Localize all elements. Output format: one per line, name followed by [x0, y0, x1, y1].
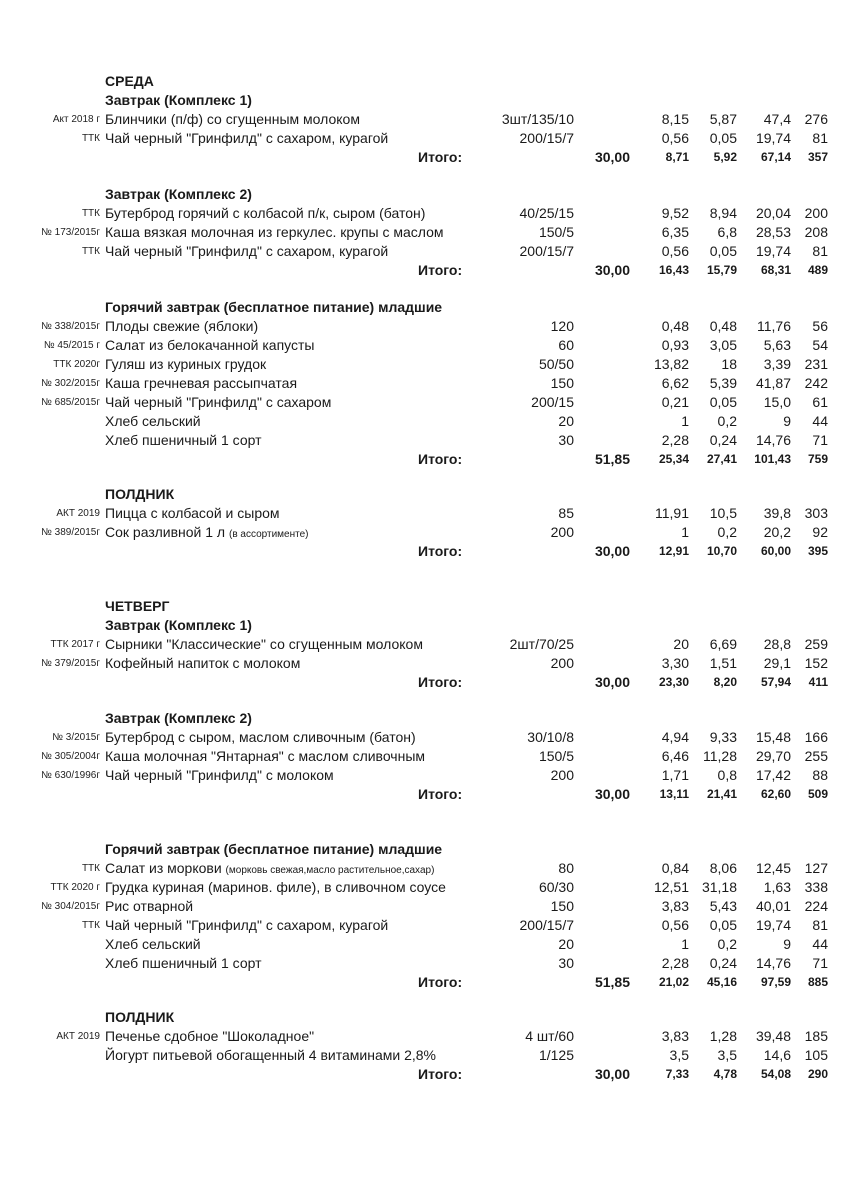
portion: 150	[550, 898, 574, 914]
portion: 20	[558, 413, 574, 429]
dish-name: Пицца с колбасой и сыром	[105, 505, 280, 521]
recipe-code: ТТК	[81, 246, 100, 257]
fat: 8,94	[709, 205, 737, 221]
day-header	[0, 597, 848, 616]
protein: 0,48	[661, 318, 689, 334]
fat: 6,8	[717, 224, 737, 240]
portion: 200/15/7	[519, 243, 574, 259]
fat: 9,33	[709, 729, 737, 745]
protein: 13,82	[653, 356, 689, 372]
carbs: 29,1	[763, 655, 791, 671]
menu-item-row	[0, 954, 848, 973]
menu-item-row	[0, 374, 848, 393]
portion: 85	[558, 505, 574, 521]
carbs: 28,8	[763, 636, 791, 652]
total-price: 51,85	[594, 974, 630, 990]
dish-name-text: Салат из моркови	[105, 860, 222, 876]
fat: 0,24	[709, 955, 737, 971]
portion: 40/25/15	[519, 205, 574, 221]
carbs: 39,8	[763, 505, 791, 521]
protein: 0,84	[661, 860, 689, 876]
dish-name	[105, 523, 308, 544]
protein: 0,21	[661, 394, 689, 410]
kcal: 44	[812, 936, 828, 952]
fat: 18	[721, 356, 737, 372]
protein: 3,83	[661, 898, 689, 914]
kcal: 61	[812, 394, 828, 410]
total-carbs: 60,00	[760, 544, 791, 558]
menu-item-row	[0, 393, 848, 412]
menu-item-row	[0, 935, 848, 954]
menu-item-row	[0, 110, 848, 129]
portion: 80	[558, 860, 574, 876]
total-carbs: 68,31	[760, 263, 791, 277]
protein: 4,94	[661, 729, 689, 745]
recipe-code: № 685/2015г	[41, 397, 100, 408]
fat: 0,05	[709, 243, 737, 259]
carbs: 17,42	[755, 767, 791, 783]
carbs: 14,76	[755, 432, 791, 448]
total-kcal: 509	[807, 787, 828, 801]
meal-header	[0, 485, 848, 504]
total-row	[0, 1065, 848, 1084]
dish-name: Чай черный "Гринфилд" с сахаром	[105, 394, 332, 410]
recipe-code: № 379/2015г	[41, 658, 100, 669]
kcal: 71	[812, 432, 828, 448]
menu-item-row	[0, 223, 848, 242]
carbs: 1,63	[763, 879, 791, 895]
portion: 200	[550, 767, 574, 783]
meal-title: Горячий завтрак (бесплатное питание) младшие	[105, 299, 443, 315]
meal-header	[0, 298, 848, 317]
meal-title: Завтрак (Комплекс 2)	[105, 186, 252, 202]
total-fat: 5,92	[713, 150, 737, 164]
carbs: 11,76	[757, 318, 791, 334]
total-protein: 16,43	[658, 263, 689, 277]
menu-item-row	[0, 129, 848, 148]
dish-note: (морковь свежая,масло растительное,сахар)	[225, 865, 435, 876]
meal-title: Горячий завтрак (бесплатное питание) младшие	[105, 841, 443, 857]
fat: 0,05	[709, 130, 737, 146]
kcal: 259	[804, 636, 828, 652]
day-header	[0, 72, 848, 91]
carbs: 15,48	[755, 729, 791, 745]
total-price: 30,00	[594, 1066, 630, 1082]
protein: 2,28	[661, 432, 689, 448]
menu-item-row	[0, 916, 848, 935]
menu-item-row	[0, 523, 848, 542]
total-kcal: 395	[807, 544, 828, 558]
fat: 5,87	[709, 111, 737, 127]
total-label: Итого:	[418, 149, 463, 165]
protein: 1	[681, 413, 689, 429]
total-protein: 8,71	[665, 150, 689, 164]
menu-item-row	[0, 1046, 848, 1065]
kcal: 276	[804, 111, 828, 127]
dish-name: Бутерброд горячий с колбасой п/к, сыром (батон)	[105, 205, 426, 221]
protein: 2,28	[661, 955, 689, 971]
fat: 0,2	[717, 524, 737, 540]
total-row	[0, 785, 848, 804]
portion: 2шт/70/25	[509, 636, 574, 652]
recipe-code: ТТК 2020г	[53, 359, 100, 370]
dish-name: Чай черный "Гринфилд" с сахаром, курагой	[105, 917, 389, 933]
meal-title: ПОЛДНИК	[105, 1009, 175, 1025]
total-fat: 15,79	[706, 263, 737, 277]
recipe-code: ТТК	[81, 863, 100, 874]
kcal: 185	[804, 1028, 828, 1044]
portion: 200/15/7	[519, 130, 574, 146]
portion: 30	[558, 432, 574, 448]
carbs: 20,04	[755, 205, 791, 221]
kcal: 208	[804, 224, 828, 240]
total-price: 30,00	[594, 262, 630, 278]
fat: 3,5	[717, 1047, 737, 1063]
menu-item-row	[0, 242, 848, 261]
dish-name: Рис отварной	[105, 898, 194, 914]
total-row	[0, 973, 848, 992]
protein: 12,51	[653, 879, 689, 895]
total-kcal: 290	[807, 1067, 828, 1081]
fat: 6,69	[709, 636, 737, 652]
recipe-code: № 302/2015г	[41, 378, 100, 389]
dish-name: Каша гречневая рассыпчатая	[105, 375, 298, 391]
carbs: 29,70	[755, 748, 791, 764]
total-kcal: 885	[807, 975, 828, 989]
carbs: 3,39	[763, 356, 791, 372]
meal-title: Завтрак (Комплекс 1)	[105, 92, 252, 108]
dish-name: Кофейный напиток с молоком	[105, 655, 301, 671]
fat: 0,48	[709, 318, 737, 334]
total-label: Итого:	[418, 262, 463, 278]
recipe-code: Акт 2018 г	[52, 114, 100, 125]
dish-name: Каша молочная "Янтарная" с маслом сливочным	[105, 748, 426, 764]
dish-name-text: Сок разливной 1 л	[105, 524, 226, 540]
carbs: 19,74	[755, 130, 791, 146]
recipe-code: ТТК	[81, 920, 100, 931]
menu-item-row	[0, 317, 848, 336]
dish-name: Сырники "Классические" со сгущенным молоком	[105, 636, 423, 652]
total-row	[0, 261, 848, 280]
portion: 120	[550, 318, 574, 334]
fat: 1,28	[709, 1028, 737, 1044]
recipe-code: ТТК 2017 г	[50, 639, 100, 650]
carbs: 15,0	[763, 394, 791, 410]
total-fat: 21,41	[706, 787, 737, 801]
protein: 0,56	[661, 243, 689, 259]
dish-name: Каша вязкая молочная из геркулес. крупы с маслом	[105, 224, 444, 240]
kcal: 56	[812, 318, 828, 334]
day-title: ЧЕТВЕРГ	[105, 598, 170, 614]
portion: 200	[550, 655, 574, 671]
fat: 0,2	[717, 413, 737, 429]
menu-item-row	[0, 355, 848, 374]
carbs: 28,53	[755, 224, 791, 240]
dish-name: Чай черный "Гринфилд" с сахаром, курагой	[105, 243, 389, 259]
menu-item-row	[0, 897, 848, 916]
dish-name: Хлеб пшеничный 1 сорт	[105, 432, 262, 448]
carbs: 14,76	[755, 955, 791, 971]
total-carbs: 67,14	[760, 150, 791, 164]
total-label: Итого:	[418, 974, 463, 990]
kcal: 105	[804, 1047, 828, 1063]
portion: 4 шт/60	[525, 1028, 574, 1044]
meal-header	[0, 709, 848, 728]
day-title: СРЕДА	[105, 73, 154, 89]
meal-header	[0, 1008, 848, 1027]
fat: 1,51	[709, 655, 737, 671]
protein: 0,56	[661, 130, 689, 146]
fat: 11,28	[703, 748, 737, 764]
dish-name: Плоды свежие (яблоки)	[105, 318, 259, 334]
portion: 200/15	[531, 394, 574, 410]
dish-name: Чай черный "Гринфилд" с молоком	[105, 767, 334, 783]
protein: 3,5	[669, 1047, 689, 1063]
kcal: 303	[804, 505, 828, 521]
portion: 30/10/8	[527, 729, 574, 745]
total-fat: 10,70	[706, 544, 737, 558]
dish-name: Гуляш из куриных грудок	[105, 356, 267, 372]
recipe-code: № 45/2015 г	[43, 340, 100, 351]
portion: 60/30	[538, 879, 574, 895]
fat: 3,05	[709, 337, 737, 353]
total-protein: 25,34	[658, 452, 689, 466]
fat: 0,2	[717, 936, 737, 952]
kcal: 44	[812, 413, 828, 429]
recipe-code: № 3/2015г	[52, 732, 100, 743]
protein: 6,46	[661, 748, 689, 764]
total-fat: 8,20	[713, 675, 737, 689]
portion: 1/125	[538, 1047, 574, 1063]
meal-header	[0, 91, 848, 110]
recipe-code: ТТК 2020 г	[50, 882, 100, 893]
meal-header	[0, 616, 848, 635]
total-kcal: 411	[808, 675, 828, 689]
total-carbs: 57,94	[760, 675, 791, 689]
fat: 0,24	[709, 432, 737, 448]
menu-item-row	[0, 635, 848, 654]
recipe-code: № 338/2015г	[41, 321, 100, 332]
protein: 8,15	[661, 111, 689, 127]
portion: 60	[558, 337, 574, 353]
carbs: 14,6	[763, 1047, 791, 1063]
kcal: 81	[812, 243, 828, 259]
menu-item-row	[0, 336, 848, 355]
carbs: 40,01	[755, 898, 791, 914]
portion: 150/5	[538, 224, 574, 240]
total-row	[0, 148, 848, 167]
portion: 30	[558, 955, 574, 971]
meal-title: Завтрак (Комплекс 1)	[105, 617, 252, 633]
dish-name: Бутерброд с сыром, маслом сливочным (батон)	[105, 729, 416, 745]
kcal: 166	[804, 729, 828, 745]
kcal: 81	[812, 917, 828, 933]
menu-item-row	[0, 878, 848, 897]
carbs: 20,2	[763, 524, 791, 540]
menu-item-row	[0, 747, 848, 766]
dish-name: Хлеб пшеничный 1 сорт	[105, 955, 262, 971]
kcal: 242	[804, 375, 828, 391]
total-carbs: 97,59	[760, 975, 791, 989]
carbs: 47,4	[763, 111, 791, 127]
dish-name: Хлеб сельский	[105, 413, 201, 429]
protein: 1	[681, 524, 689, 540]
total-fat: 45,16	[706, 975, 737, 989]
total-protein: 23,30	[658, 675, 689, 689]
meal-title: ПОЛДНИК	[105, 486, 175, 502]
kcal: 81	[812, 130, 828, 146]
total-protein: 21,02	[658, 975, 689, 989]
protein: 0,93	[661, 337, 689, 353]
portion: 50/50	[538, 356, 574, 372]
total-protein: 12,91	[658, 544, 689, 558]
kcal: 54	[812, 337, 828, 353]
kcal: 200	[804, 205, 828, 221]
dish-name: Блинчики (п/ф) со сгущенным молоком	[105, 111, 360, 127]
protein: 0,56	[661, 917, 689, 933]
total-row	[0, 673, 848, 692]
menu-item-row	[0, 654, 848, 673]
protein: 1	[681, 936, 689, 952]
total-kcal: 759	[807, 452, 828, 466]
dish-name: Грудка куриная (маринов. филе), в сливочном соусе	[105, 879, 446, 895]
total-price: 30,00	[594, 149, 630, 165]
carbs: 12,45	[755, 860, 791, 876]
protein: 11,91	[655, 505, 689, 521]
dish-name: Йогурт питьевой обогащенный 4 витаминами 2,8%	[105, 1047, 436, 1063]
menu-item-row	[0, 412, 848, 431]
total-protein: 7,33	[665, 1067, 689, 1081]
total-kcal: 489	[807, 263, 828, 277]
carbs: 41,87	[755, 375, 791, 391]
meal-header	[0, 185, 848, 204]
total-price: 30,00	[594, 543, 630, 559]
recipe-code: № 305/2004г	[41, 751, 100, 762]
dish-name: Чай черный "Гринфилд" с сахаром, курагой	[105, 130, 389, 146]
total-label: Итого:	[418, 1066, 463, 1082]
recipe-code: № 173/2015г	[41, 227, 100, 238]
fat: 8,06	[709, 860, 737, 876]
dish-note: (в ассортименте)	[228, 529, 309, 540]
meal-header	[0, 840, 848, 859]
kcal: 152	[804, 655, 828, 671]
recipe-code: ТТК	[81, 208, 100, 219]
carbs: 19,74	[755, 243, 791, 259]
protein: 3,30	[661, 655, 689, 671]
protein: 20	[673, 636, 689, 652]
portion: 150	[550, 375, 574, 391]
recipe-code: № 304/2015г	[41, 901, 100, 912]
portion: 200	[550, 524, 574, 540]
total-protein: 13,11	[659, 787, 689, 801]
portion: 3шт/135/10	[501, 111, 574, 127]
portion: 150/5	[538, 748, 574, 764]
carbs: 5,63	[763, 337, 791, 353]
portion: 20	[558, 936, 574, 952]
total-price: 30,00	[594, 674, 630, 690]
dish-name	[105, 859, 434, 880]
portion: 200/15/7	[519, 917, 574, 933]
total-label: Итого:	[418, 543, 463, 559]
total-carbs: 101,43	[754, 452, 791, 466]
carbs: 9	[783, 413, 791, 429]
fat: 5,43	[709, 898, 737, 914]
dish-name: Салат из белокачанной капусты	[105, 337, 315, 353]
menu-item-row	[0, 204, 848, 223]
recipe-code: АКТ 2019	[56, 1031, 100, 1042]
menu-item-row	[0, 504, 848, 523]
dish-name: Хлеб сельский	[105, 936, 201, 952]
kcal: 224	[804, 898, 828, 914]
carbs: 39,48	[755, 1028, 791, 1044]
recipe-code: ТТК	[81, 133, 100, 144]
menu-item-row	[0, 1027, 848, 1046]
protein: 1,71	[661, 767, 689, 783]
protein: 6,35	[661, 224, 689, 240]
kcal: 255	[804, 748, 828, 764]
dish-name: Печенье сдобное "Шоколадное"	[105, 1028, 315, 1044]
protein: 3,83	[661, 1028, 689, 1044]
total-price: 51,85	[594, 451, 630, 467]
protein: 6,62	[661, 375, 689, 391]
menu-item-row	[0, 728, 848, 747]
menu-item-row	[0, 431, 848, 450]
total-label: Итого:	[418, 786, 463, 802]
total-label: Итого:	[418, 451, 463, 467]
fat: 31,18	[701, 879, 737, 895]
kcal: 338	[804, 879, 828, 895]
carbs: 19,74	[755, 917, 791, 933]
total-label: Итого:	[418, 674, 463, 690]
total-fat: 4,78	[713, 1067, 737, 1081]
fat: 0,05	[709, 917, 737, 933]
menu-item-row	[0, 766, 848, 785]
protein: 9,52	[661, 205, 689, 221]
total-row	[0, 450, 848, 469]
total-price: 30,00	[594, 786, 630, 802]
fat: 5,39	[709, 375, 737, 391]
fat: 0,05	[709, 394, 737, 410]
kcal: 88	[812, 767, 828, 783]
total-carbs: 54,08	[760, 1067, 791, 1081]
menu-item-row	[0, 859, 848, 878]
recipe-code: № 389/2015г	[41, 527, 100, 538]
fat: 10,5	[709, 505, 737, 521]
carbs: 9	[783, 936, 791, 952]
total-carbs: 62,60	[760, 787, 791, 801]
recipe-code: АКТ 2019	[56, 508, 100, 519]
total-kcal: 357	[807, 150, 828, 164]
meal-title: Завтрак (Комплекс 2)	[105, 710, 252, 726]
kcal: 127	[804, 860, 828, 876]
total-fat: 27,41	[706, 452, 737, 466]
fat: 0,8	[717, 767, 737, 783]
kcal: 92	[812, 524, 828, 540]
recipe-code: № 630/1996г	[41, 770, 100, 781]
kcal: 231	[804, 356, 828, 372]
kcal: 71	[812, 955, 828, 971]
total-row	[0, 542, 848, 561]
